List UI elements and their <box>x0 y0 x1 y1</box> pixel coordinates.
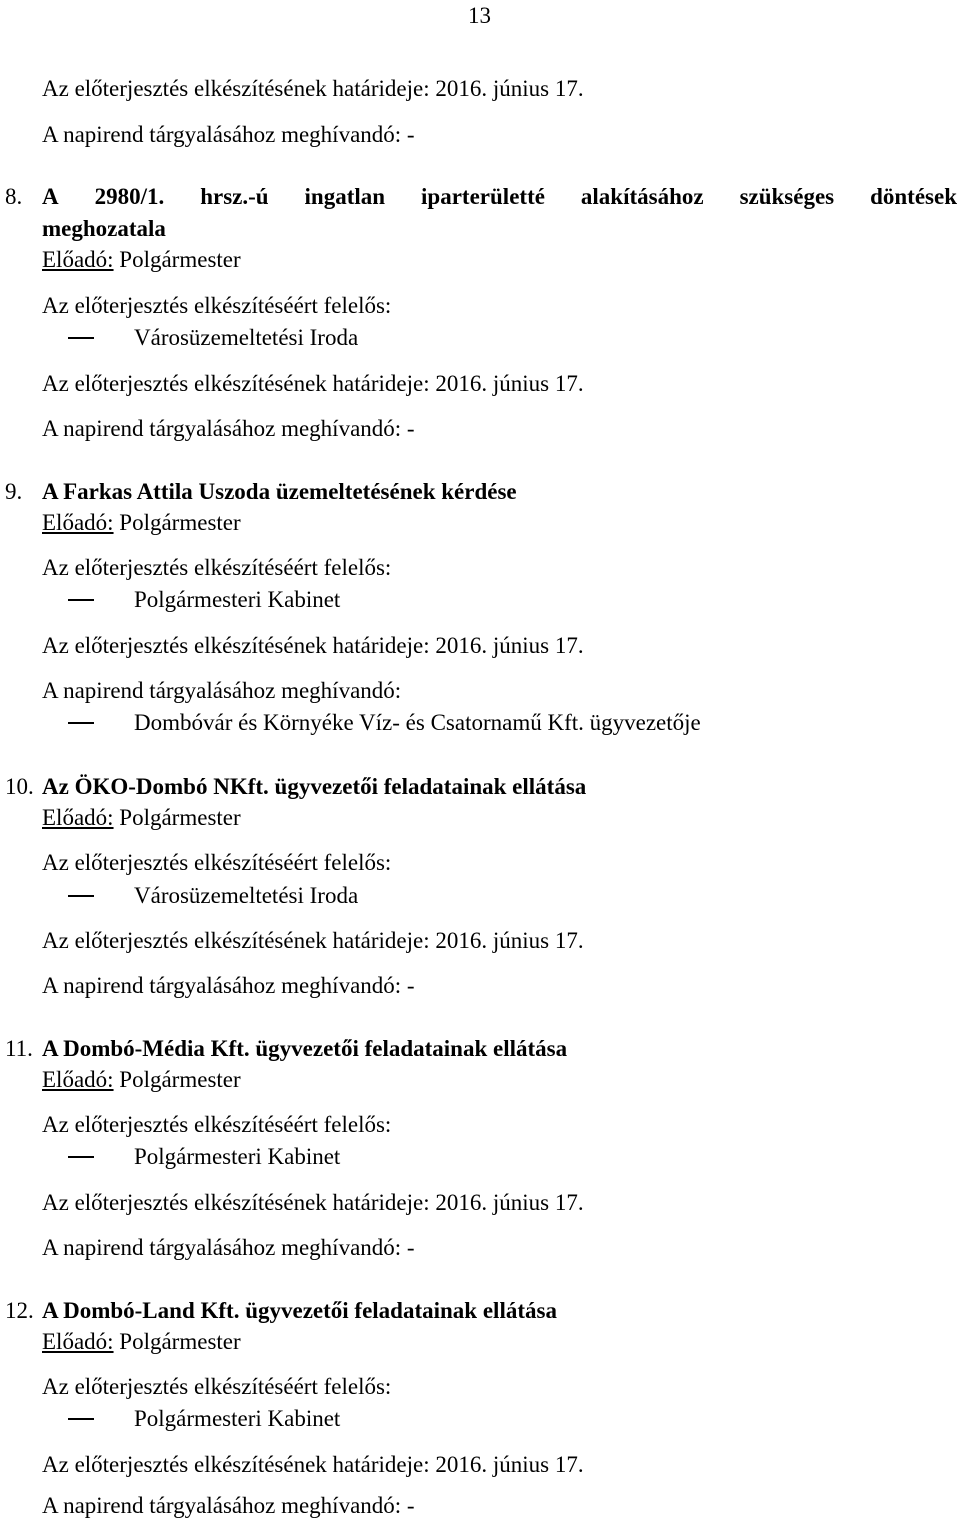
dash-bullet <box>68 895 94 897</box>
item12-invitee: A napirend tárgyalásához meghívandó: - <box>42 1493 415 1518</box>
presenter-value: Polgármester <box>113 1329 241 1354</box>
item8-title-word: A <box>42 184 59 209</box>
presenter-label: Előadó: <box>42 510 114 535</box>
item12-responsible-label: Az előterjesztés elkészítéséért felelős: <box>42 1374 392 1399</box>
item8-deadline: Az előterjesztés elkészítésének határideje: 2016. június 17. <box>42 371 584 396</box>
item12-title: A Dombó-Land Kft. ügyvezetői feladatainak ellátása <box>42 1298 557 1323</box>
item9-number: 9. <box>5 479 23 504</box>
item9-invitee: Dombóvár és Környéke Víz- és Csatornamű Kft. ügyvezetője <box>134 710 701 735</box>
dash-bullet <box>68 337 94 339</box>
dash-bullet <box>68 722 94 724</box>
item8-number: 8. <box>5 184 23 209</box>
item8-title-word: alakításához <box>580 184 704 209</box>
item12-presenter <box>42 1330 241 1353</box>
presenter-value: Polgármester <box>113 805 241 830</box>
item10-deadline: Az előterjesztés elkészítésének határideje: 2016. június 17. <box>42 928 584 953</box>
item12-deadline: Az előterjesztés elkészítésének határideje: 2016. június 17. <box>42 1452 584 1477</box>
presenter-label: Előadó: <box>42 1067 114 1092</box>
item8-responsible: Városüzemeltetési Iroda <box>134 325 359 350</box>
item9-invitee-label: A napirend tárgyalásához meghívandó: <box>42 678 402 703</box>
item8-title-word: ingatlan <box>304 184 386 209</box>
item11-invitee: A napirend tárgyalásához meghívandó: - <box>42 1235 415 1260</box>
presenter-label: Előadó: <box>42 805 114 830</box>
item11-responsible-label: Az előterjesztés elkészítéséért felelős: <box>42 1112 392 1137</box>
item10-title: Az ÖKO-Dombó NKft. ügyvezetői feladatainak ellátása <box>42 774 587 799</box>
dash-bullet <box>68 1156 94 1158</box>
item11-presenter <box>42 1068 241 1091</box>
item9-title: A Farkas Attila Uszoda üzemeltetésének kérdése <box>42 479 517 504</box>
item9-responsible: Polgármesteri Kabinet <box>134 587 341 612</box>
item8-title-word: hrsz.-ú <box>200 184 269 209</box>
item12-responsible: Polgármesteri Kabinet <box>134 1406 341 1431</box>
presenter-value: Polgármester <box>113 247 241 272</box>
item11-responsible: Polgármesteri Kabinet <box>134 1144 341 1169</box>
item7-invitee: A napirend tárgyalásához meghívandó: - <box>42 122 415 147</box>
presenter-value: Polgármester <box>113 510 241 535</box>
presenter-label: Előadó: <box>42 247 114 272</box>
item10-responsible-label: Az előterjesztés elkészítéséért felelős: <box>42 850 392 875</box>
presenter-value: Polgármester <box>113 1067 241 1092</box>
dash-bullet <box>68 599 94 601</box>
item10-responsible: Városüzemeltetési Iroda <box>134 883 359 908</box>
item9-responsible-label: Az előterjesztés elkészítéséért felelős: <box>42 555 392 580</box>
item8-title-continued: meghozatala <box>42 216 166 241</box>
item8-title <box>42 185 957 208</box>
item10-invitee: A napirend tárgyalásához meghívandó: - <box>42 973 415 998</box>
item8-presenter <box>42 248 241 271</box>
item8-title-word: döntések <box>870 184 957 209</box>
item9-presenter <box>42 511 241 534</box>
item11-title: A Dombó-Média Kft. ügyvezetői feladatainak ellátása <box>42 1036 568 1061</box>
item8-invitee: A napirend tárgyalásához meghívandó: - <box>42 416 415 441</box>
item10-presenter <box>42 806 241 829</box>
item8-title-word: szükséges <box>739 184 835 209</box>
item11-deadline: Az előterjesztés elkészítésének határideje: 2016. június 17. <box>42 1190 584 1215</box>
item9-deadline: Az előterjesztés elkészítésének határideje: 2016. június 17. <box>42 633 584 658</box>
page-number: 13 <box>468 3 491 28</box>
item7-deadline: Az előterjesztés elkészítésének határideje: 2016. június 17. <box>42 76 584 101</box>
item8-title-word: iparterületté <box>421 184 545 209</box>
item8-responsible-label: Az előterjesztés elkészítéséért felelős: <box>42 293 392 318</box>
presenter-label: Előadó: <box>42 1329 114 1354</box>
item10-number: 10. <box>5 774 34 799</box>
item8-title-word: 2980/1. <box>94 184 165 209</box>
dash-bullet <box>68 1418 94 1420</box>
item11-number: 11. <box>5 1036 33 1061</box>
item12-number: 12. <box>5 1298 34 1323</box>
